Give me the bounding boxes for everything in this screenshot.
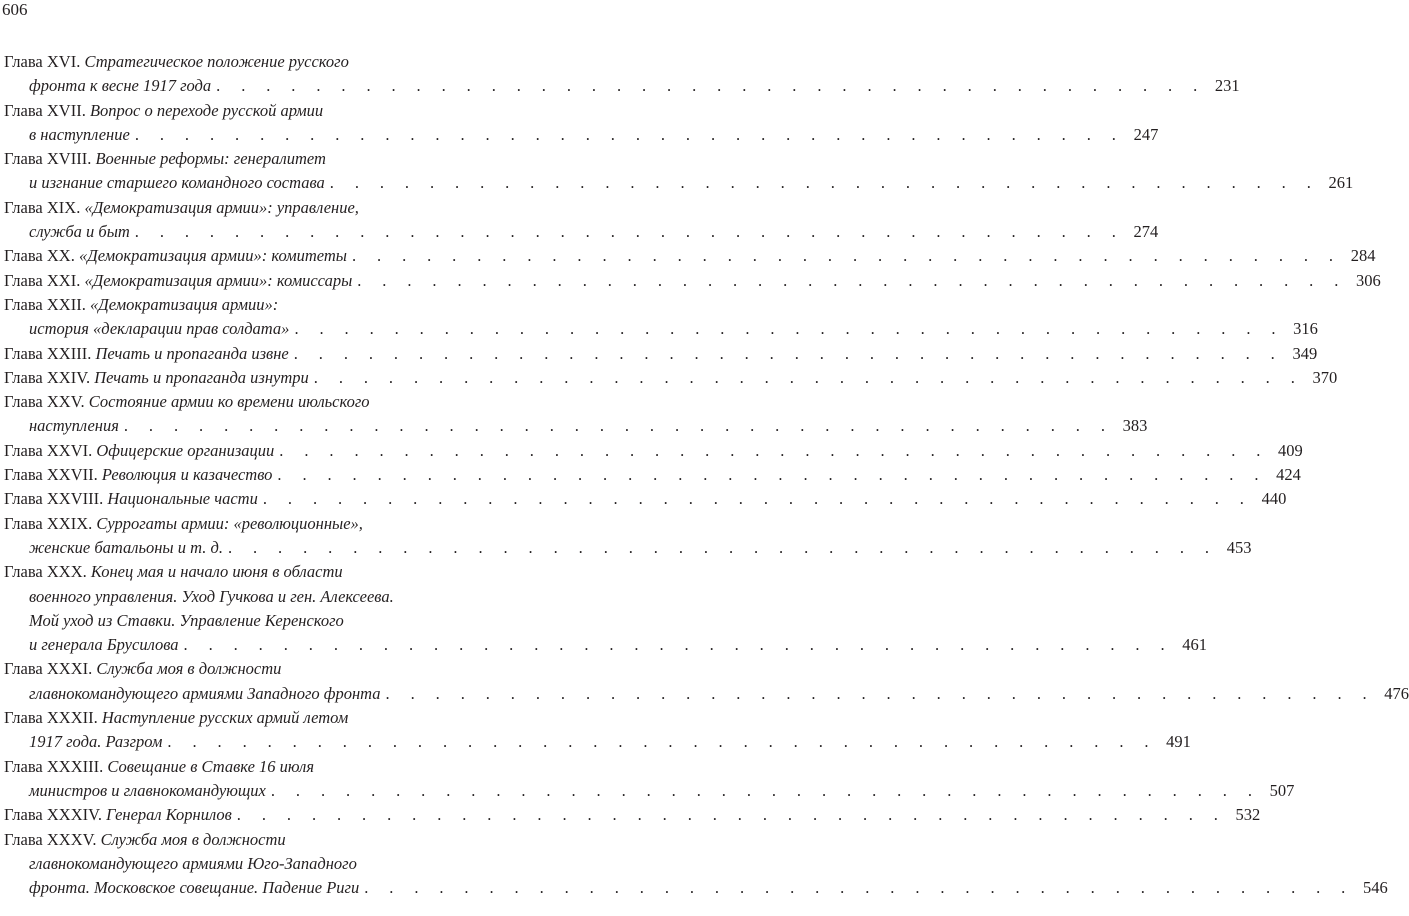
chapter-label: Глава XXIV. — [4, 367, 95, 387]
toc-entry — [4, 657, 1409, 706]
toc-line — [4, 50, 507, 74]
page-ref: 306 — [1355, 270, 1381, 290]
toc-entry — [4, 560, 1208, 657]
chapter-title-line: Суррогаты армии: «революционные», — [96, 513, 363, 533]
toc-line — [4, 366, 1338, 390]
toc-line — [4, 706, 507, 730]
chapter-title-line: женские батальоны и т. д. — [29, 537, 223, 557]
chapter-label: Глава XXXIII. — [4, 756, 108, 776]
dot-leader: . . . . . . . . . . . . . . . . . . . . . . . . . . . . . . . . . . . . . . . . — [216, 76, 1206, 96]
dot-leader: . . . . . . . . . . . . . . . . . . . . . . . . . . . . . . . . . . . . . . . . — [294, 319, 1284, 339]
page-ref: 284 — [1350, 246, 1376, 266]
toc-line — [4, 657, 507, 681]
toc-line — [4, 560, 507, 584]
chapter-title-line: 1917 года. Разгром — [29, 732, 163, 752]
toc-line — [4, 390, 507, 414]
toc-entry — [4, 196, 1159, 245]
dot-leader: . . . . . . . . . . . . . . . . . . . . . . . . . . . . . . . . . . . . . . . . — [329, 173, 1320, 193]
chapter-label: Глава XXXI. — [4, 659, 97, 679]
chapter-label: Глава XIX. — [4, 197, 85, 217]
toc-line — [4, 585, 507, 609]
chapter-title-line: Печать и пропаганда изнутри — [94, 367, 309, 387]
chapter-title-line: Мой уход из Ставки. Управление Керенского — [29, 610, 344, 630]
chapter-title-line: и генерала Брусилова — [29, 635, 179, 655]
chapter-title-line: фронта к весне 1917 года — [29, 76, 212, 96]
toc-entry — [4, 487, 1287, 511]
chapter-title-line: Офицерские организации — [96, 440, 275, 460]
dot-leader: . . . . . . . . . . . . . . . . . . . . . . . . . . . . . . . . . . . . . . . . — [236, 805, 1227, 825]
chapter-title-line: и изгнание старшего командного состава — [29, 173, 325, 193]
toc-entry — [4, 244, 1376, 268]
toc-line — [4, 755, 507, 779]
toc-line — [4, 147, 507, 171]
toc-entry — [4, 366, 1338, 390]
page-ref: 491 — [1166, 732, 1191, 752]
toc-line — [4, 293, 507, 317]
dot-leader: . . . . . . . . . . . . . . . . . . . . . . . . . . . . . . . . . . . . . . . . — [385, 683, 1376, 703]
chapter-label: Глава XXXIV. — [4, 805, 107, 825]
dot-leader: . . . . . . . . . . . . . . . . . . . . . . . . . . . . . . . . . . . . . . . . — [134, 222, 1125, 242]
chapter-label: Глава XXIX. — [4, 513, 97, 533]
toc-line — [4, 99, 507, 123]
dot-leader: . . . . . . . . . . . . . . . . . . . . . . . . . . . . . . . . . . . . . . . . — [357, 270, 1347, 290]
chapter-label: Глава XXXV. — [4, 829, 101, 849]
dot-leader: . . . . . . . . . . . . . . . . . . . . . . . . . . . . . . . . . . . . . . . . — [262, 489, 1253, 509]
page-ref: 370 — [1312, 367, 1338, 387]
chapter-title-line: военного управления. Уход Гучкова и ген. Алексеева. — [29, 586, 394, 606]
toc-line — [4, 342, 1318, 366]
page-ref: 274 — [1133, 222, 1159, 242]
page-ref: 349 — [1292, 343, 1318, 363]
chapter-title-line: фронта. Московское совещание. Падение Риги — [29, 878, 360, 898]
toc-line — [4, 317, 1318, 341]
table-of-contents — [4, 50, 1409, 900]
chapter-title-line: Национальные части — [107, 489, 258, 509]
toc-line — [4, 876, 1388, 900]
chapter-label: Глава XXII. — [4, 294, 90, 314]
page-ref: 546 — [1362, 878, 1388, 898]
toc-entry — [4, 50, 1240, 99]
toc-entry — [4, 99, 1159, 148]
chapter-title-line: в наступление — [29, 124, 130, 144]
toc-line — [4, 414, 1148, 438]
chapter-title-line: «Демократизация армии»: комитеты — [78, 246, 347, 266]
toc-line — [4, 536, 1252, 560]
chapter-title-line: Наступление русских армий летом — [101, 708, 349, 728]
chapter-title-line: Совещание в Ставке 16 июля — [107, 756, 314, 776]
chapter-title-line: служба и быт — [29, 222, 130, 242]
dot-leader: . . . . . . . . . . . . . . . . . . . . . . . . . . . . . . . . . . . . . . . . — [227, 537, 1218, 557]
chapter-title-line: главнокомандующего армиями Западного фронта — [29, 683, 381, 703]
chapter-title-line: Вопрос о переходе русской армии — [89, 100, 324, 120]
chapter-label: Глава XVII. — [4, 100, 90, 120]
page-number: 606 — [2, 0, 28, 19]
page-ref: 231 — [1214, 76, 1240, 96]
page-ref: 247 — [1133, 124, 1159, 144]
chapter-label: Глава XX. — [4, 246, 79, 266]
chapter-label: Глава XXV. — [4, 392, 89, 412]
chapter-title-line: Генерал Корнилов — [106, 805, 232, 825]
page-ref: 409 — [1278, 440, 1303, 460]
toc-line — [4, 633, 1208, 657]
page-ref: 461 — [1182, 635, 1208, 655]
dot-leader: . . . . . . . . . . . . . . . . . . . . . . . . . . . . . . . . . . . . . . . . — [134, 124, 1125, 144]
dot-leader: . . . . . . . . . . . . . . . . . . . . . . . . . . . . . . . . . . . . . . . . — [277, 465, 1267, 485]
chapter-title-line: «Демократизация армии»: управление, — [84, 197, 359, 217]
dot-leader: . . . . . . . . . . . . . . . . . . . . . . . . . . . . . . . . . . . . . . . . — [123, 416, 1114, 436]
chapter-title-line: Печать и пропаганда извне — [95, 343, 289, 363]
toc-line — [4, 852, 507, 876]
chapter-title-line: Служба моя в должности — [100, 829, 286, 849]
dot-leader: . . . . . . . . . . . . . . . . . . . . . . . . . . . . . . . . . . . . . . . . — [351, 246, 1342, 266]
chapter-label: Глава XXVIII. — [4, 489, 108, 509]
chapter-title-line: «Демократизация армии»: — [89, 294, 279, 314]
toc-entry — [4, 439, 1303, 463]
page-ref: 440 — [1261, 489, 1287, 509]
toc-line — [4, 779, 1295, 803]
toc-entry — [4, 463, 1301, 487]
page-ref: 476 — [1384, 683, 1409, 703]
dot-leader: . . . . . . . . . . . . . . . . . . . . . . . . . . . . . . . . . . . . . . . . — [313, 367, 1304, 387]
toc-line — [4, 123, 1159, 147]
page-ref: 261 — [1328, 173, 1354, 193]
page-ref: 453 — [1226, 537, 1252, 557]
toc-line — [4, 730, 1191, 754]
chapter-title-line: наступления — [29, 416, 119, 436]
chapter-label: Глава XXIII. — [4, 343, 96, 363]
dot-leader: . . . . . . . . . . . . . . . . . . . . . . . . . . . . . . . . . . . . . . . . — [270, 780, 1261, 800]
chapter-title-line: «Демократизация армии»: комиссары — [84, 270, 353, 290]
toc-entry — [4, 147, 1354, 196]
chapter-label: Глава XXVII. — [4, 465, 102, 485]
chapter-label: Глава XVI. — [4, 52, 85, 71]
toc-line — [4, 487, 1287, 511]
chapter-title-line: история «декларации прав солдата» — [29, 319, 290, 339]
toc-entry — [4, 293, 1318, 342]
toc-line — [4, 244, 1376, 268]
toc-line — [4, 196, 507, 220]
chapter-label: Глава XXXII. — [4, 708, 102, 728]
chapter-title-line: Военные реформы: генералитет — [95, 149, 326, 169]
dot-leader: . . . . . . . . . . . . . . . . . . . . . . . . . . . . . . . . . . . . . . . . — [364, 878, 1354, 898]
chapter-label: Глава XXVI. — [4, 440, 97, 460]
toc-line — [4, 220, 1159, 244]
page-ref: 507 — [1269, 780, 1295, 800]
toc-line — [4, 682, 1409, 706]
page-ref: 383 — [1122, 416, 1148, 436]
chapter-label: Глава XXX. — [4, 562, 91, 582]
chapter-title-line: Стратегическое положение русского — [84, 52, 349, 71]
page-ref: 424 — [1276, 465, 1301, 485]
toc-line — [4, 439, 1303, 463]
toc-entry — [4, 803, 1261, 827]
toc-line — [4, 171, 1354, 195]
toc-line — [4, 74, 1240, 98]
toc-line — [4, 609, 507, 633]
dot-leader: . . . . . . . . . . . . . . . . . . . . . . . . . . . . . . . . . . . . . . . . — [293, 343, 1284, 363]
dot-leader: . . . . . . . . . . . . . . . . . . . . . . . . . . . . . . . . . . . . . . . . — [167, 732, 1157, 752]
toc-entry — [4, 755, 1295, 804]
toc-entry — [4, 390, 1148, 439]
chapter-title-line: главнокомандующего армиями Юго-Западного — [29, 853, 357, 873]
page-ref: 532 — [1235, 805, 1261, 825]
toc-entry — [4, 706, 1191, 755]
dot-leader: . . . . . . . . . . . . . . . . . . . . . . . . . . . . . . . . . . . . . . . . — [279, 440, 1269, 460]
chapter-label: Глава XVIII. — [4, 149, 96, 169]
toc-line — [4, 512, 507, 536]
chapter-title-line: Революция и казачество — [101, 465, 273, 485]
toc-line — [4, 803, 1261, 827]
toc-entry — [4, 828, 1388, 901]
chapter-title-line: министров и главнокомандующих — [29, 780, 266, 800]
toc-entry — [4, 269, 1381, 293]
page-ref: 316 — [1293, 319, 1318, 339]
chapter-title-line: Состояние армии ко времени июльского — [88, 392, 370, 412]
chapter-title-line: Конец мая и начало июня в области — [90, 562, 343, 582]
toc-line — [4, 463, 1301, 487]
dot-leader: . . . . . . . . . . . . . . . . . . . . . . . . . . . . . . . . . . . . . . . . — [183, 635, 1174, 655]
toc-entry — [4, 342, 1318, 366]
toc-line — [4, 828, 507, 852]
toc-line — [4, 269, 1381, 293]
chapter-title-line: Служба моя в должности — [96, 659, 282, 679]
chapter-label: Глава XXI. — [4, 270, 85, 290]
toc-entry — [4, 512, 1252, 561]
